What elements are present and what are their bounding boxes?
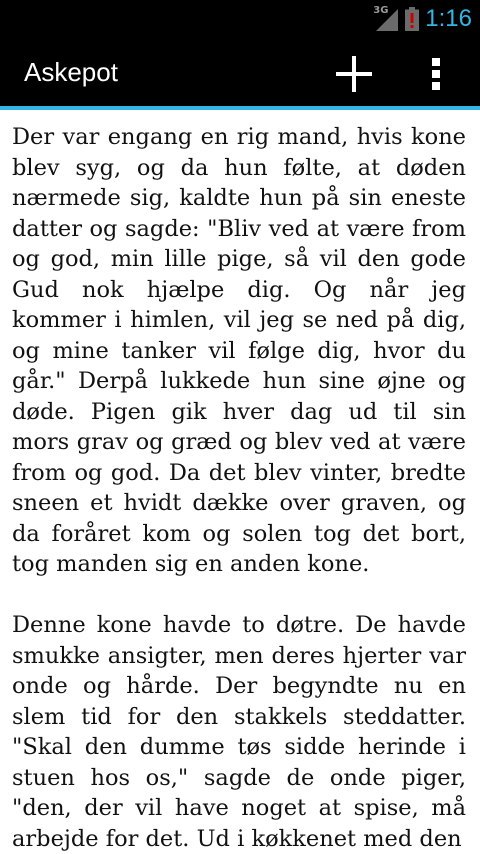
overflow-menu-button[interactable] <box>412 48 460 100</box>
paragraph: Der var engang en rig mand, hvis kone blev syg, og da hun følte, at døden nærmede sig, kaldte hun på sin eneste datter og sagde: "Bliv ved at være from og god, min lille pige, så vil den gode Gud nok hjælpe dig. Og når jeg kommer i himlen, vil jeg se ned på dig, og mine tanker vil følge dig, hvor du går." Derpå lukkede hun sine øjne og døde. Pigen gik hver dag ud til sin mors grav og græd og blev ved at være from og god. Da det blev vinter, bredte sneen et hvidt dække over graven, og da foråret kom og solen tog det bort, tog manden sig en anden kone. <box>12 124 466 577</box>
add-icon <box>336 56 372 92</box>
action-bar-divider <box>0 106 480 110</box>
add-button[interactable] <box>328 48 380 100</box>
network-type-label: 3G <box>373 5 389 16</box>
clock: 1:16 <box>425 5 472 32</box>
signal-icon <box>373 6 399 32</box>
battery-alert-icon <box>405 7 419 31</box>
action-bar <box>0 38 480 106</box>
paragraph: Denne kone havde to døtre. De havde smukke ansigter, men deres hjerter var onde og hårde. Der begyndte nu en slem tid for den stakkels steddatter. "Skal den dumme tøs sidde herinde i stuen hos os," sagde de onde piger, "den, der vil have noget at spise, må arbejde for det. Ud i køkkenet med den <box>12 612 466 852</box>
story-text[interactable] <box>12 122 466 852</box>
signal-indicator <box>373 6 399 32</box>
status-icons <box>373 0 472 38</box>
app-title: Askepot <box>24 57 118 87</box>
overflow-menu-icon <box>431 58 441 90</box>
status-bar <box>0 0 480 38</box>
